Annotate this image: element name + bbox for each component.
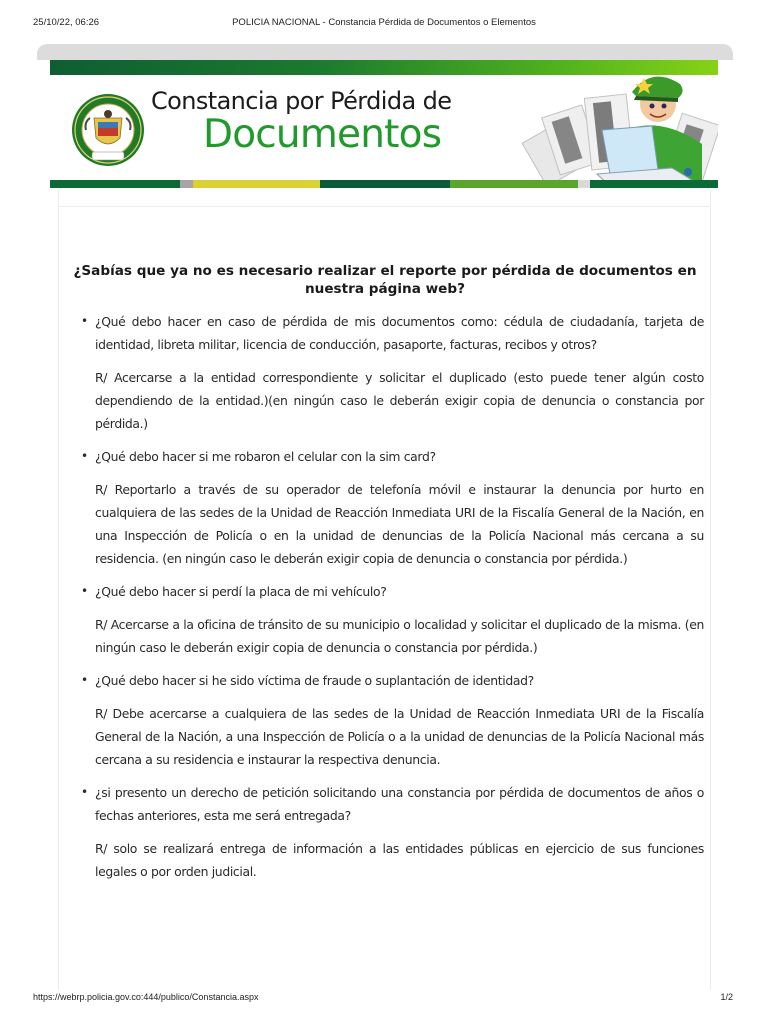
faq-question (80, 580, 704, 603)
content-divider (59, 206, 710, 207)
faq-question (80, 445, 704, 468)
faq-question-text: ¿si presento un derecho de petición solicitando una constancia por pérdida de documentos de años o fechas anteriores, esta me será entregada? (95, 785, 704, 823)
faq-item (80, 310, 704, 435)
header-banner (50, 60, 718, 188)
bullet-icon: • (81, 673, 88, 687)
print-url: https://webrp.policia.gov.co:444/publico/Constancia.aspx (33, 992, 259, 1002)
faq-answer: R/ Debe acercarse a cualquiera de las sedes de la Unidad de Reacción Inmediata URI de la Fiscalía General de la Nación, a una Inspección de Policía o a la unidad de denuncias de la Policía Nacional más cercana a su residencia e instaurar la respectiva denuncia. (95, 706, 704, 767)
faq-answer: R/ Reportarlo a través de su operador de telefonía móvil e instaurar la denuncia por hurto en cualquiera de las sedes de la Unidad de Reacción Inmediata URI de la Fiscalía General de la Nación, en una Inspección de Policía o en la unidad de denuncias de la Policía Nacional más cercana a su residencia. (en ningún caso le deberán exigir copia de denuncia o constancia por pérdida.) (95, 482, 704, 566)
faq-item (80, 580, 704, 659)
bullet-icon: • (81, 584, 88, 598)
faq-question (80, 781, 704, 827)
faq-answer: R/ Acercarse a la entidad correspondiente y solicitar el duplicado (esto puede tener algún costo dependiendo de la entidad.)(en ningún caso le deberán exigir copia de denuncia o constancia por pérdida.) (95, 370, 704, 431)
print-footer (0, 992, 768, 1006)
bullet-icon: • (81, 449, 88, 463)
banner-heading-big: Documentos (203, 112, 442, 157)
faq-item (80, 781, 704, 883)
faq-answer: R/ Acercarse a la oficina de tránsito de su municipio o localidad y solicitar el duplicado de la misma. (en ningún caso le deberán exigir copia de denuncia o constancia por pérdida.) (95, 617, 704, 655)
print-page-title: POLICIA NACIONAL - Constancia Pérdida de Documentos o Elementos (232, 17, 536, 28)
faq-question (80, 669, 704, 692)
print-header (0, 17, 768, 31)
faq-answer: R/ solo se realizará entrega de información a las entidades públicas en ejercicio de sus funciones legales o por orden judicial. (95, 841, 704, 879)
print-date: 25/10/22, 06:26 (33, 17, 100, 28)
faq-list (80, 310, 704, 883)
main-heading: ¿Sabías que ya no es necesario realizar el reporte por pérdida de documentos en nuestra página web? (73, 263, 697, 297)
police-officer-illustration-icon (502, 60, 718, 188)
faq-question-text: ¿Qué debo hacer si me robaron el celular con la sim card? (95, 449, 436, 464)
faq-item (80, 669, 704, 771)
faq-question-text: ¿Qué debo hacer si perdí la placa de mi vehículo? (95, 584, 387, 599)
banner-frame (37, 44, 733, 60)
bullet-icon: • (81, 785, 88, 799)
faq-item (80, 445, 704, 570)
banner-heading-small: Constancia por Pérdida de (151, 87, 452, 115)
banner-color-bar (50, 180, 718, 188)
faq-question-text: ¿Qué debo hacer si he sido víctima de fraude o suplantación de identidad? (95, 673, 534, 688)
faq-question-text: ¿Qué debo hacer en caso de pérdida de mis documentos como: cédula de ciudadanía, tarjeta de identidad, libreta militar, licencia de conducción, pasaporte, facturas, recibos y otros? (95, 314, 704, 352)
bullet-icon: • (81, 314, 88, 328)
page-number: 1/2 (720, 992, 733, 1002)
faq-question (80, 310, 704, 356)
policia-nacional-seal-icon (70, 92, 146, 168)
